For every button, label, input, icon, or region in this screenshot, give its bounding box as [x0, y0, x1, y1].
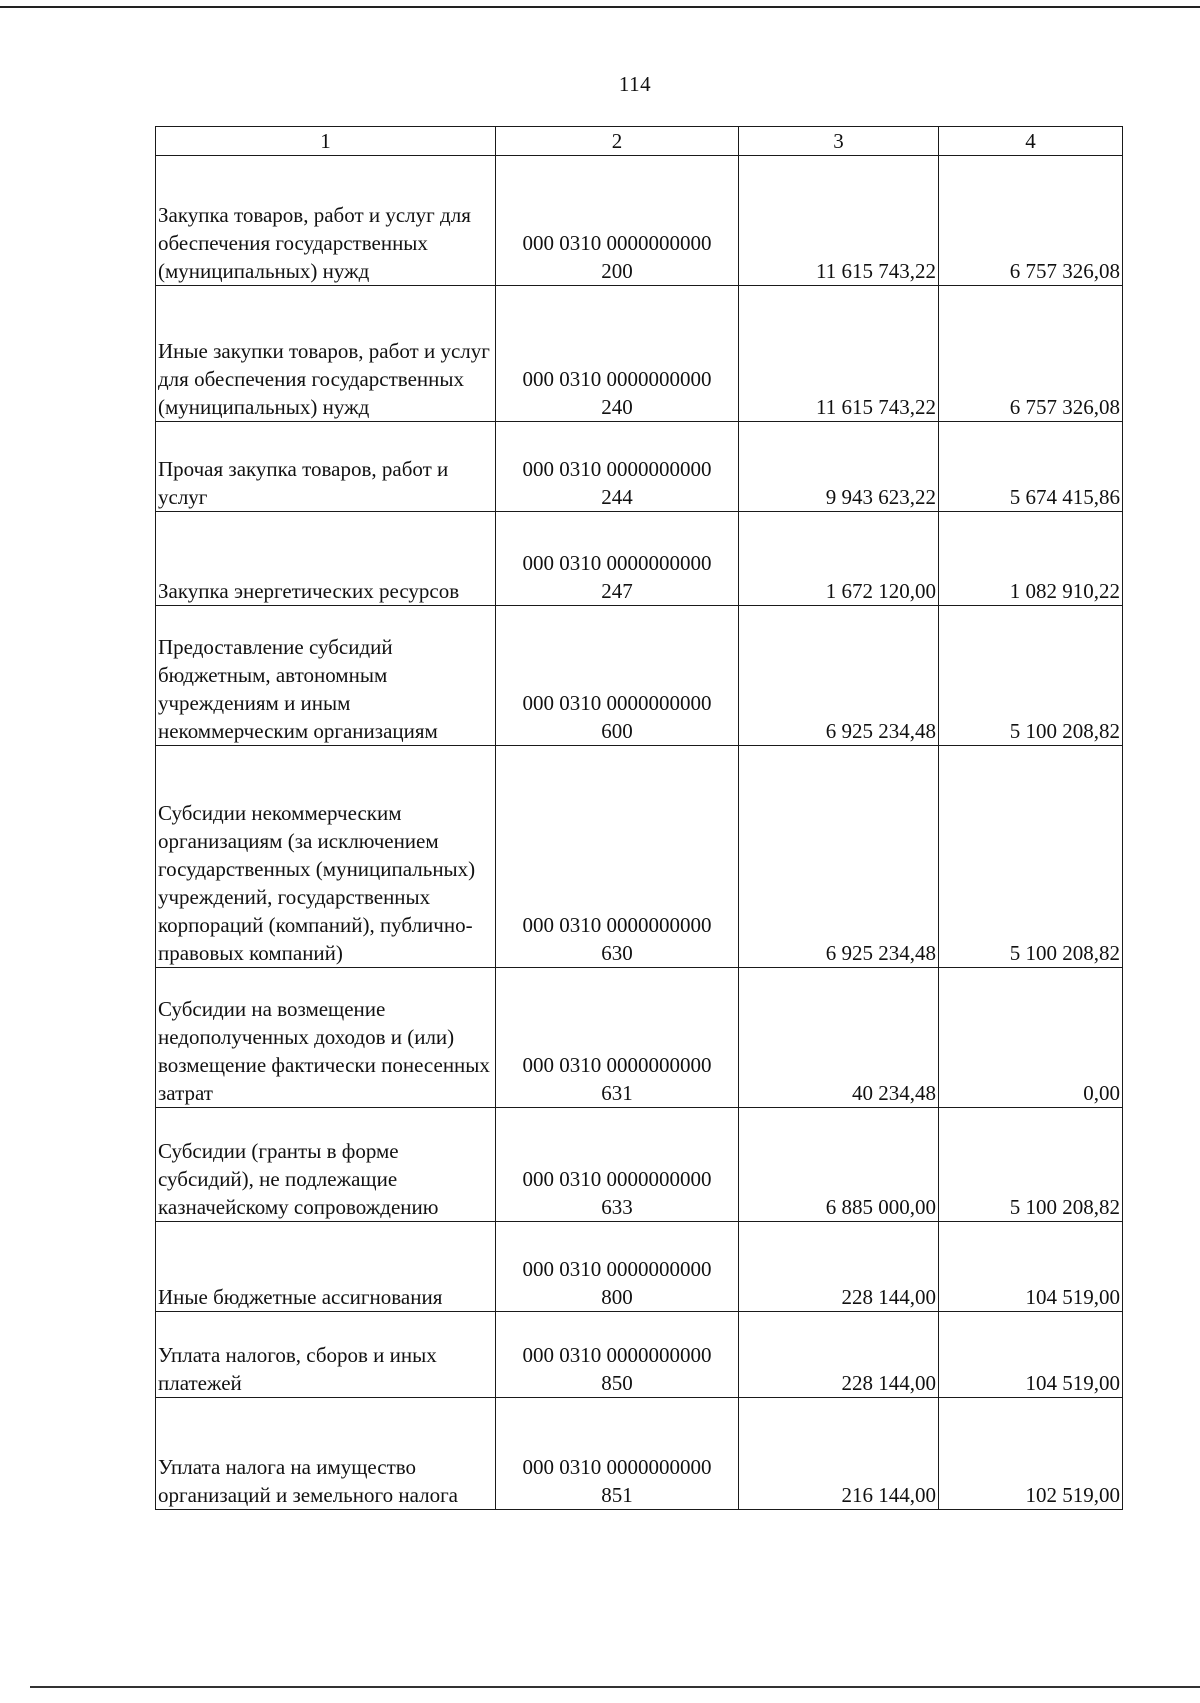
code-suffix: 240	[601, 395, 633, 419]
row-code	[496, 968, 739, 1108]
row-col4-value: 6 757 326,08	[939, 286, 1123, 422]
row-col3-value: 6 925 234,48	[739, 746, 939, 968]
row-code	[496, 606, 739, 746]
header-col-1: 1	[156, 127, 496, 156]
row-code	[496, 286, 739, 422]
row-col3-value: 216 144,00	[739, 1398, 939, 1510]
row-col3-value: 6 885 000,00	[739, 1108, 939, 1222]
row-col3-value: 9 943 623,22	[739, 422, 939, 512]
code-suffix: 244	[601, 485, 633, 509]
row-col4-value: 5 100 208,82	[939, 606, 1123, 746]
budget-table	[155, 126, 1123, 1510]
row-col4-value: 102 519,00	[939, 1398, 1123, 1510]
row-name: Иные бюджетные ассигнования	[156, 1222, 496, 1312]
row-name: Иные закупки товаров, работ и услуг для обеспечения государственных (муниципальных) нужд	[156, 286, 496, 422]
row-name: Уплата налогов, сборов и иных платежей	[156, 1312, 496, 1398]
row-code	[496, 1222, 739, 1312]
code-prefix: 000 0310 0000000000	[522, 1455, 712, 1479]
table-row	[156, 156, 1123, 286]
table-row	[156, 1108, 1123, 1222]
code-prefix: 000 0310 0000000000	[522, 1053, 712, 1077]
row-col3-value: 228 144,00	[739, 1222, 939, 1312]
row-col4-value: 5 100 208,82	[939, 1108, 1123, 1222]
code-suffix: 630	[601, 941, 633, 965]
row-code	[496, 1312, 739, 1398]
code-prefix: 000 0310 0000000000	[522, 367, 712, 391]
row-col4-value: 104 519,00	[939, 1222, 1123, 1312]
table-row	[156, 968, 1123, 1108]
row-name: Предоставление субсидий бюджетным, автономным учреждениям и иным некоммерческим организациям	[156, 606, 496, 746]
code-prefix: 000 0310 0000000000	[522, 457, 712, 481]
header-col-2: 2	[496, 127, 739, 156]
table-row	[156, 606, 1123, 746]
row-name: Субсидии на возмещение недополученных доходов и (или) возмещение фактически понесенных затрат	[156, 968, 496, 1108]
row-col3-value: 11 615 743,22	[739, 286, 939, 422]
table-row	[156, 422, 1123, 512]
row-col4-value: 6 757 326,08	[939, 156, 1123, 286]
header-col-3: 3	[739, 127, 939, 156]
row-col4-value: 5 100 208,82	[939, 746, 1123, 968]
row-name: Субсидии (гранты в форме субсидий), не подлежащие казначейскому сопровождению	[156, 1108, 496, 1222]
code-prefix: 000 0310 0000000000	[522, 231, 712, 255]
row-code	[496, 422, 739, 512]
table-row	[156, 1312, 1123, 1398]
code-suffix: 850	[601, 1371, 633, 1395]
row-col3-value: 11 615 743,22	[739, 156, 939, 286]
table-row	[156, 1398, 1123, 1510]
row-col3-value: 6 925 234,48	[739, 606, 939, 746]
row-code	[496, 746, 739, 968]
scan-border-bottom	[30, 1686, 1200, 1688]
row-col3-value: 40 234,48	[739, 968, 939, 1108]
row-name: Прочая закупка товаров, работ и услуг	[156, 422, 496, 512]
row-name: Закупка энергетических ресурсов	[156, 512, 496, 606]
table-row	[156, 286, 1123, 422]
row-code	[496, 156, 739, 286]
header-col-4: 4	[939, 127, 1123, 156]
code-suffix: 247	[601, 579, 633, 603]
code-prefix: 000 0310 0000000000	[522, 1257, 712, 1281]
code-prefix: 000 0310 0000000000	[522, 1167, 712, 1191]
code-suffix: 851	[601, 1483, 633, 1507]
code-suffix: 633	[601, 1195, 633, 1219]
row-col3-value: 228 144,00	[739, 1312, 939, 1398]
code-prefix: 000 0310 0000000000	[522, 691, 712, 715]
row-col4-value: 0,00	[939, 968, 1123, 1108]
table-row	[156, 1222, 1123, 1312]
code-suffix: 200	[601, 259, 633, 283]
code-prefix: 000 0310 0000000000	[522, 551, 712, 575]
table-header-row	[156, 127, 1123, 156]
page-number: 114	[618, 72, 652, 96]
code-suffix: 631	[601, 1081, 633, 1105]
row-col3-value: 1 672 120,00	[739, 512, 939, 606]
row-col4-value: 5 674 415,86	[939, 422, 1123, 512]
table-row	[156, 746, 1123, 968]
row-code	[496, 1108, 739, 1222]
row-code	[496, 1398, 739, 1510]
scan-border-top	[0, 6, 1200, 8]
code-suffix: 800	[601, 1285, 633, 1309]
row-name: Субсидии некоммерческим организациям (за исключением государственных (муниципальных) учреждений, государственных корпораций (компаний), публично-правовых компаний)	[156, 746, 496, 968]
row-code	[496, 512, 739, 606]
row-name: Уплата налога на имущество организаций и земельного налога	[156, 1398, 496, 1510]
code-prefix: 000 0310 0000000000	[522, 1343, 712, 1367]
table-row	[156, 512, 1123, 606]
code-prefix: 000 0310 0000000000	[522, 913, 712, 937]
row-col4-value: 104 519,00	[939, 1312, 1123, 1398]
row-name: Закупка товаров, работ и услуг для обеспечения государственных (муниципальных) нужд	[156, 156, 496, 286]
code-suffix: 600	[601, 719, 633, 743]
row-col4-value: 1 082 910,22	[939, 512, 1123, 606]
